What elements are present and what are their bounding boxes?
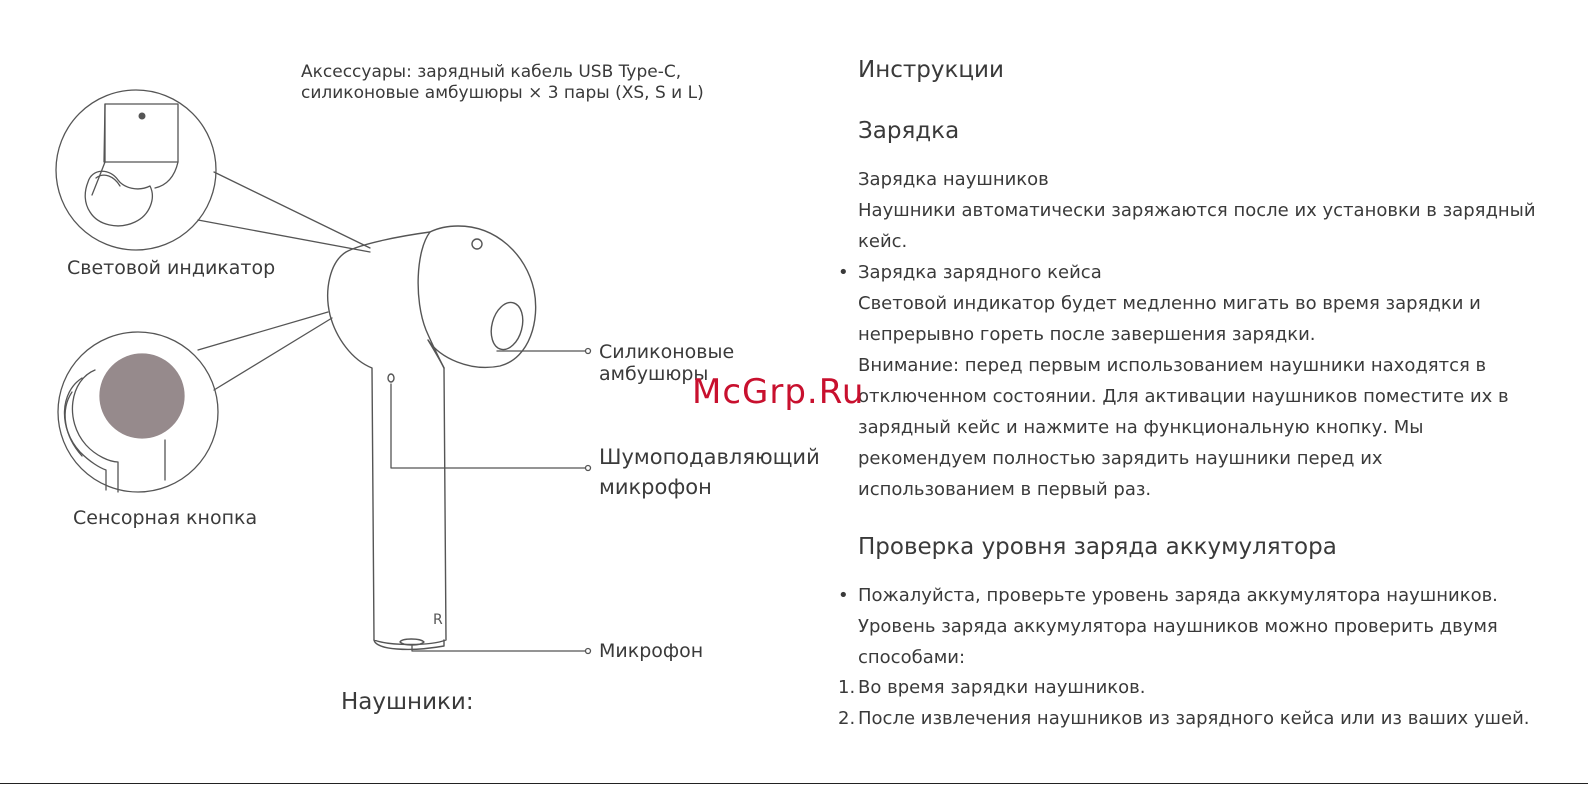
battery-text-1: Пожалуйста, проверьте уровень заряда аккумулятора наушников. [858, 585, 1498, 606]
charging-earbuds-subheading: Зарядка наушников [858, 169, 1049, 190]
list-item-1: Во время зарядки наушников. [858, 677, 1146, 698]
battery-text-2: Уровень заряда аккумулятора наушников можно проверить двумя [858, 616, 1498, 637]
note-text-3: зарядный кейс и нажмите на функциональную кнопку. Мы [858, 417, 1424, 438]
note-text-1: Внимание: перед первым использованием наушники находятся в [858, 355, 1487, 376]
watermark: McGrp.Ru [692, 372, 865, 412]
accessories-line-2: силиконовые амбушюры × 3 пары (XS, S и L) [301, 83, 704, 103]
note-text-5: использованием в первый раз. [858, 479, 1152, 500]
charging-case-subheading: Зарядка зарядного кейса [858, 262, 1102, 283]
earbud-outline [328, 226, 536, 649]
list-item-2: После извлечения наушников из зарядного кейса или из ваших ушей. [858, 708, 1530, 729]
list-number-1: 1. [838, 677, 856, 698]
accessories-line-1: Аксессуары: зарядный кабель USB Type-C, [301, 62, 682, 82]
battery-text-3: способами: [858, 647, 966, 668]
list-number-2: 2. [838, 708, 856, 729]
label-microphone: Микрофон [599, 640, 704, 662]
bottom-divider [0, 783, 1588, 784]
indicator-zoom-circle [56, 90, 216, 250]
charging-case-text-2: непрерывно гореть после завершения зарядки. [858, 324, 1316, 345]
note-text-2: отключенном состоянии. Для активации наушников поместите их в [858, 386, 1509, 407]
charging-earbuds-text-2: кейс. [858, 231, 908, 252]
note-text-4: рекомендуем полностью зарядить наушники перед их [858, 448, 1383, 469]
label-eartips-line-2: амбушюры [599, 363, 709, 385]
label-earbuds-caption: Наушники: [341, 689, 474, 715]
label-anc-mic-line-2: микрофон [599, 475, 712, 499]
instructions-title: Инструкции [858, 57, 1004, 83]
touch-button-fill [100, 354, 184, 438]
charging-case-text-1: Световой индикатор будет медленно мигать во время зарядки и [858, 293, 1481, 314]
label-light-indicator: Световой индикатор [67, 257, 276, 279]
battery-heading: Проверка уровня заряда аккумулятора [858, 534, 1337, 560]
label-touch-button: Сенсорная кнопка [73, 507, 258, 529]
indicator-dot [139, 113, 146, 120]
charging-earbuds-text-1: Наушники автоматически заряжаются после их установки в зарядный [858, 200, 1536, 221]
earbud-side-mark: R [433, 612, 443, 628]
bullet-marker-battery: • [838, 585, 849, 606]
bullet-marker-case: • [838, 262, 849, 283]
label-anc-mic-line-1: Шумоподавляющий [599, 445, 820, 469]
charging-heading: Зарядка [858, 118, 960, 144]
label-eartips-line-1: Силиконовые [599, 341, 735, 363]
